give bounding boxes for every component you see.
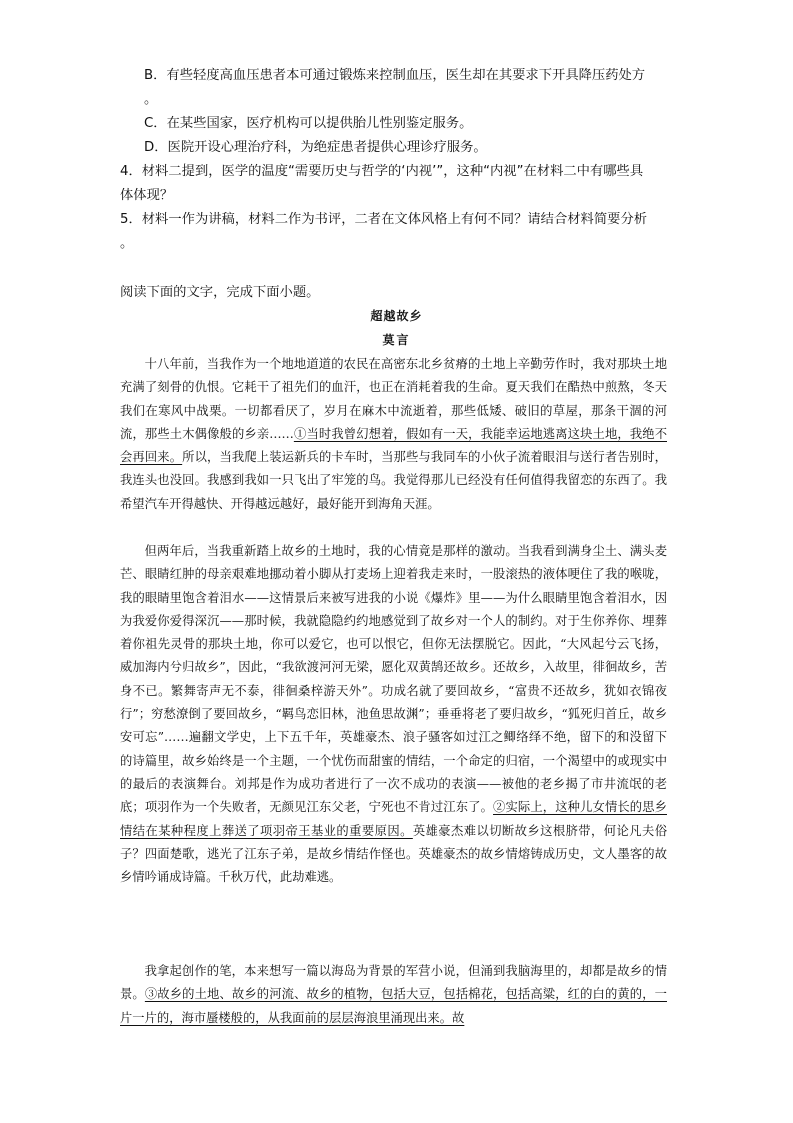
question-3-option-b: B．有些轻度高血压患者本可通过锻炼来控制血压，医生却在其要求下开具降压药处方 [144,68,646,83]
question-3-option-c: C．在某些国家，医疗机构可以提供胎儿性别鉴定服务。 [144,116,473,131]
question-4: 4．材料二提到，医学的温度“需要历史与哲学的‘内视’”，这种“内视”在材料二中有哪些具 [120,164,644,179]
essay-paragraph-1: 十八年前，当我作为一个地地道道的农民在高密东北乡贫瘠的土地上辛勤劳作时，我对那块土地充满了刻骨的仇恨。它耗干了祖先们的血汗，也正在消耗着我的生命。夏天我们在酷热中煎熬，冬天我们在寒风中战栗。一切都看厌了，岁月在麻木中流逝着，那些低矮、破旧的草屋，那条干涸的河流，那些土木偶像般的乡亲……①当时我曾幻想着，假如有一天，我能幸运地逃离这块土地，我绝不会再回来。所以，当我爬上装运新兵的卡车时，当那些与我同车的小伙子流着眼泪与送行者告别时，我连头也没回。我感到我如一只飞出了牢笼的鸟。我觉得那儿已经没有任何值得我留恋的东西了。我希望汽车开得越快、开得越远越好，最好能开到海角天涯。 [120,357,667,511]
question-3-option-d: D．医院开设心理治疗科，为绝症患者提供心理诊疗服务。 [144,140,487,155]
essay-title: 超越故乡 [370,309,423,323]
essay-paragraph-2: 但两年后，当我重新踏上故乡的土地时，我的心情竟是那样的激动。当我看到满身尘土、满头麦芒、眼睛红肿的母亲艰难地挪动着小脚从打麦场上迎着我走来时，一股滚热的液体哽住了我的喉咙，我的眼睛里饱含着泪水——这情景后来被写进我的小说《爆炸》里——为什么眼睛里饱含着泪水，因为我爱你爱得深沉——那时候，我就隐隐约约地感觉到了故乡对一个人的制约。对于生你养你、埋葬着你祖先灵骨的那块土地，你可以爱它，也可以恨它，但你无法摆脱它。因此，“大风起兮云飞扬，威加海内兮归故乡”，因此，“我欲渡河河无梁，愿化双黄鹄还故乡。还故乡，入故里，徘徊故乡，苦身不已。繁舞寄声无不泰，徘徊桑梓游天外”。功成名就了要回故乡，“富贵不还故乡，犹如衣锦夜行”；穷愁潦倒了要回故乡，“羁鸟恋旧林，池鱼思故渊”；垂垂将老了要归故乡，“狐死归首丘，故乡安可忘”……遍翻文学史，上下五千年，英雄豪杰、浪子骚客如过江之鲫络绎不绝，留下的和没留下的诗篇里，故乡始终是一个主题，一个忧伤而甜蜜的情结，一个命定的归宿，一个渴望中的或现实中的最后的表演舞台。刘邦是作为成功者进行了一次不成功的表演——被他的老乡揭了市井流氓的老底；项羽作为一个失败者，无颜见江东父老，宁死也不肯过江东了。②实际上，这种儿女情长的思乡情结在某种程度上葬送了项羽帝王基业的重要原因。英雄豪杰难以切断故乡这根脐带，何论凡夫俗子？四面楚歌，逃光了江东子弟，是故乡情结作怪也。英雄豪杰的故乡情熔铸成历史，文人墨客的故乡情吟诵成诗篇。千秋万代，此劫难逃。 [120,544,667,885]
underlined-sentence-1: ①当时我曾幻想着，假如有一天，我能幸运地逃离这块土地，我绝不会再回来。 [120,426,667,465]
question-3-option-b-cont: 。 [144,92,158,107]
reading-instruction: 阅读下面的文字，完成下面小题。 [120,285,320,300]
question-5-cont: 。 [120,236,134,251]
question-5: 5．材料一作为讲稿，材料二作为书评，二者在文体风格上有何不同？请结合材料简要分析 [120,212,648,227]
essay-author: 莫言 [382,333,411,347]
underlined-sentence-2: ②实际上，这种儿女情长的思乡情结在某种程度上葬送了项羽帝王基业的重要原因。 [120,800,667,838]
essay-paragraph-3: 我拿起创作的笔，本来想写一篇以海岛为背景的军营小说，但涌到我脑海里的，却都是故乡的情景。③故乡的土地、故乡的河流、故乡的植物，包括大豆，包括棉花，包括高粱，红的白的黄的，一片一片的，海市蜃楼般的，从我面前的层层海浪里涌现出来。故 [120,964,667,1025]
question-4-cont: 体体现？ [120,188,174,203]
underlined-sentence-3: ③故乡的土地、故乡的河流、故乡的植物，包括大豆，包括棉花，包括高粱，红的白的黄的，一片一片的，海市蜃楼般的，从我面前的层层海浪里涌现出来。故 [120,987,667,1025]
